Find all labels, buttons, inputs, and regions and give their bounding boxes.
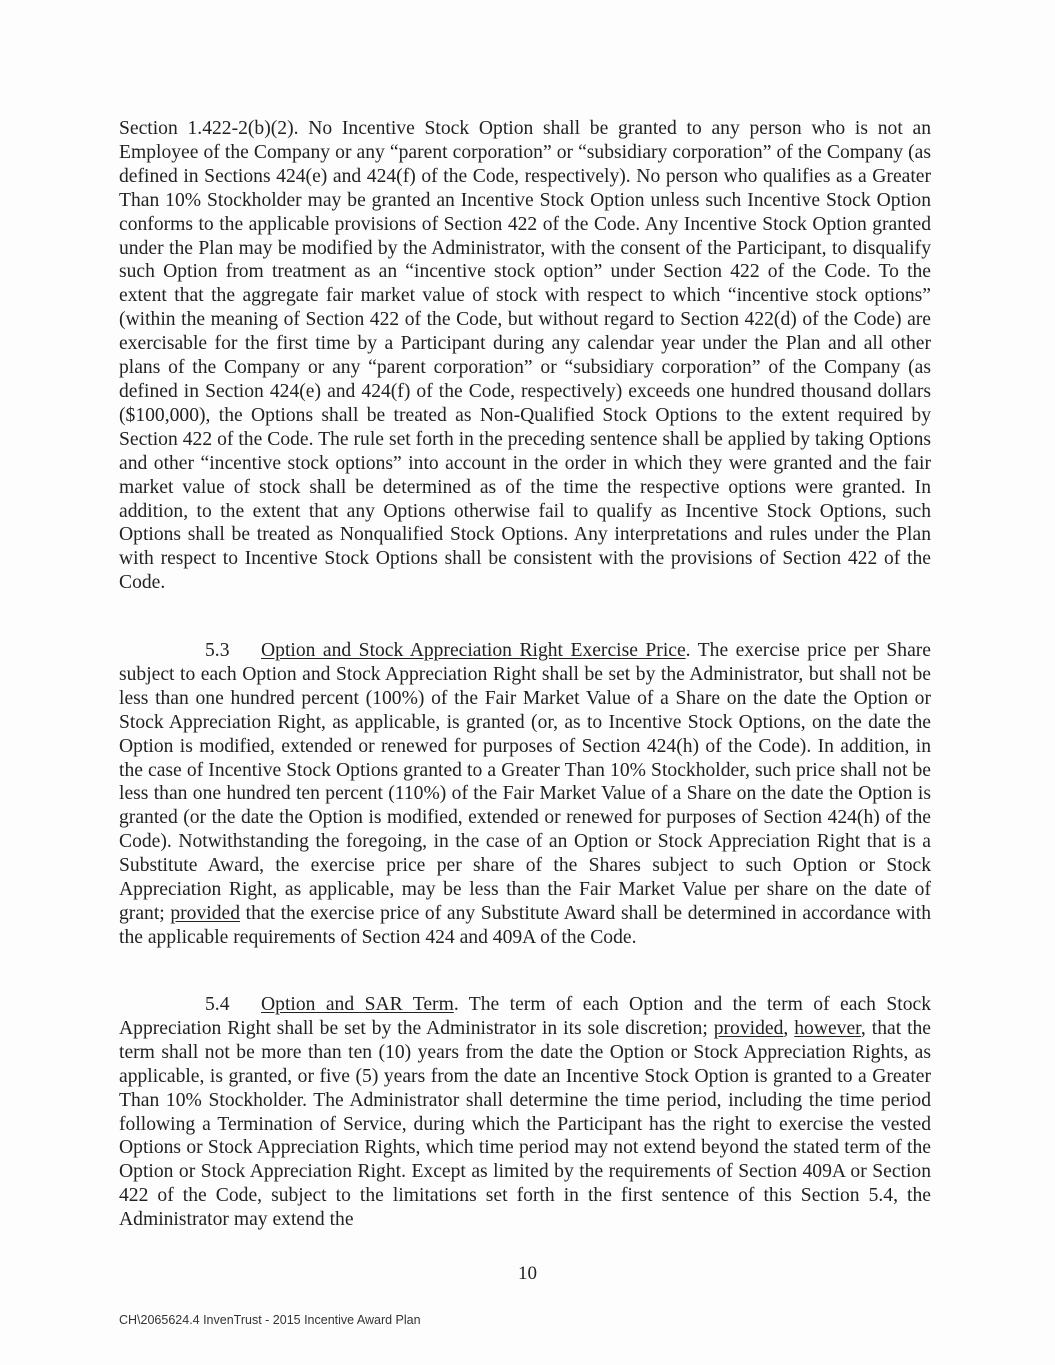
section-heading: Option and SAR Term — [261, 994, 454, 1015]
section-number: 5.3 — [205, 640, 230, 661]
provided-term: provided — [713, 1017, 784, 1039]
section-text-continued: , that the term shall not be more than ten (10) years from the date the Option or Stock Appreciation Rights, as applicable, is granted, or five (5) years from the date an Incentive Stock Option is granted to a Greater Than 10% Stockholder. The Administrator shall determine the time period, including the time period following a Termination of Service, during which the Participant has the right to exercise the vested Options or Stock Appreciation Rights, which time period may not extend beyond the stated term of the Option or Stock Appreciation Right. Except as limited by the requirements of Section 409A or Section 422 of the Code, subject to the limitations set forth in the first sentence of this Section 5.4, the Administrator may extend the — [119, 1017, 932, 1231]
section-heading: Option and Stock Appreciation Right Exercise Price — [261, 640, 686, 661]
section-text-continued: that the exercise price of any Substitute Award shall be determined in accordance with the applicable requirements of Section 424 and 409A of the Code. — [119, 902, 931, 948]
section-5-4-paragraph — [119, 993, 931, 1232]
section-5-3-paragraph — [119, 639, 931, 950]
comma: , — [783, 1017, 795, 1039]
document-footer: CH\2065624.4 InvenTrust - 2015 Incentive Award Plan — [119, 1313, 421, 1327]
section-text: . The exercise price per Share subject to each Option and Stock Appreciation Right shall be set by the Administrator, but shall not be less than one hundred percent (100%) of the Fair Market Value of a Share on the date the Option or Stock Appreciation Right, as applicable, is granted (or, as to Incentive Stock Options, on the date the Option is modified, extended or renewed for purposes of Section 424(h) of the Code). In addition, in the case of Incentive Stock Options granted to a Greater Than 10% Stockholder, such price shall not be less than one hundred ten percent (110%) of the Fair Market Value of a Share on the date the Option is granted (or the date the Option is modified, extended or renewed for purposes of Section 424(h) of the Code). Notwithstanding the foregoing, in the case of an Option or Stock Appreciation Right that is a Substitute Award, the exercise price per share of the Shares subject to such Option or Stock Appreciation Right, as applicable, may be less than the Fair Market Value per share on the date of grant; — [119, 640, 931, 924]
paragraph-section-continuation: Section 1.422-2(b)(2). No Incentive Stock Option shall be granted to any person who is not an Employee of the Company or any “parent corporation” or “subsidiary corporation” of the Company (as defined in Sections 424(e) and 424(f) of the Code, respectively). No person who qualifies as a Greater Than 10% Stockholder may be granted an Incentive Stock Option unless such Incentive Stock Option conforms to the applicable provisions of Section 422 of the Code. Any Incentive Stock Option granted under the Plan may be modified by the Administrator, with the consent of the Participant, to disqualify such Option from treatment as an “incentive stock option” under Section 422 of the Code. To the extent that the aggregate fair market value of stock with respect to which “incentive stock options” (within the meaning of Section 422 of the Code, but without regard to Section 422(d) of the Code) are exercisable for the first time by a Participant during any calendar year under the Plan and all other plans of the Company or any “parent corporation” or “subsidiary corporation” of the Company (as defined in Section 424(e) and 424(f) of the Code, respectively) exceeds one hundred thousand dollars ($100,000), the Options shall be treated as Non-Qualified Stock Options to the extent required by Section 422 of the Code. The rule set forth in the preceding sentence shall be applied by taking Options and other “incentive stock options” into account in the order in which they were granted and the fair market value of stock shall be determined as of the time the respective options were granted. In addition, to the extent that any Options otherwise fail to qualify as Incentive Stock Options, such Options shall be treated as Nonqualified Stock Options. Any interpretations and rules under the Plan with respect to Incentive Stock Options shall be consistent with the provisions of Section 422 of the Code. — [119, 118, 931, 594]
section-number: 5.4 — [205, 994, 230, 1015]
section-text: . The term of each Option and the term of each Stock Appreciation Right shall be set by the Administrator in its sole discretion; — [119, 994, 931, 1039]
page-number: 10 — [518, 1263, 537, 1284]
provided-term: provided — [170, 902, 241, 924]
however-term: however — [794, 1017, 861, 1039]
